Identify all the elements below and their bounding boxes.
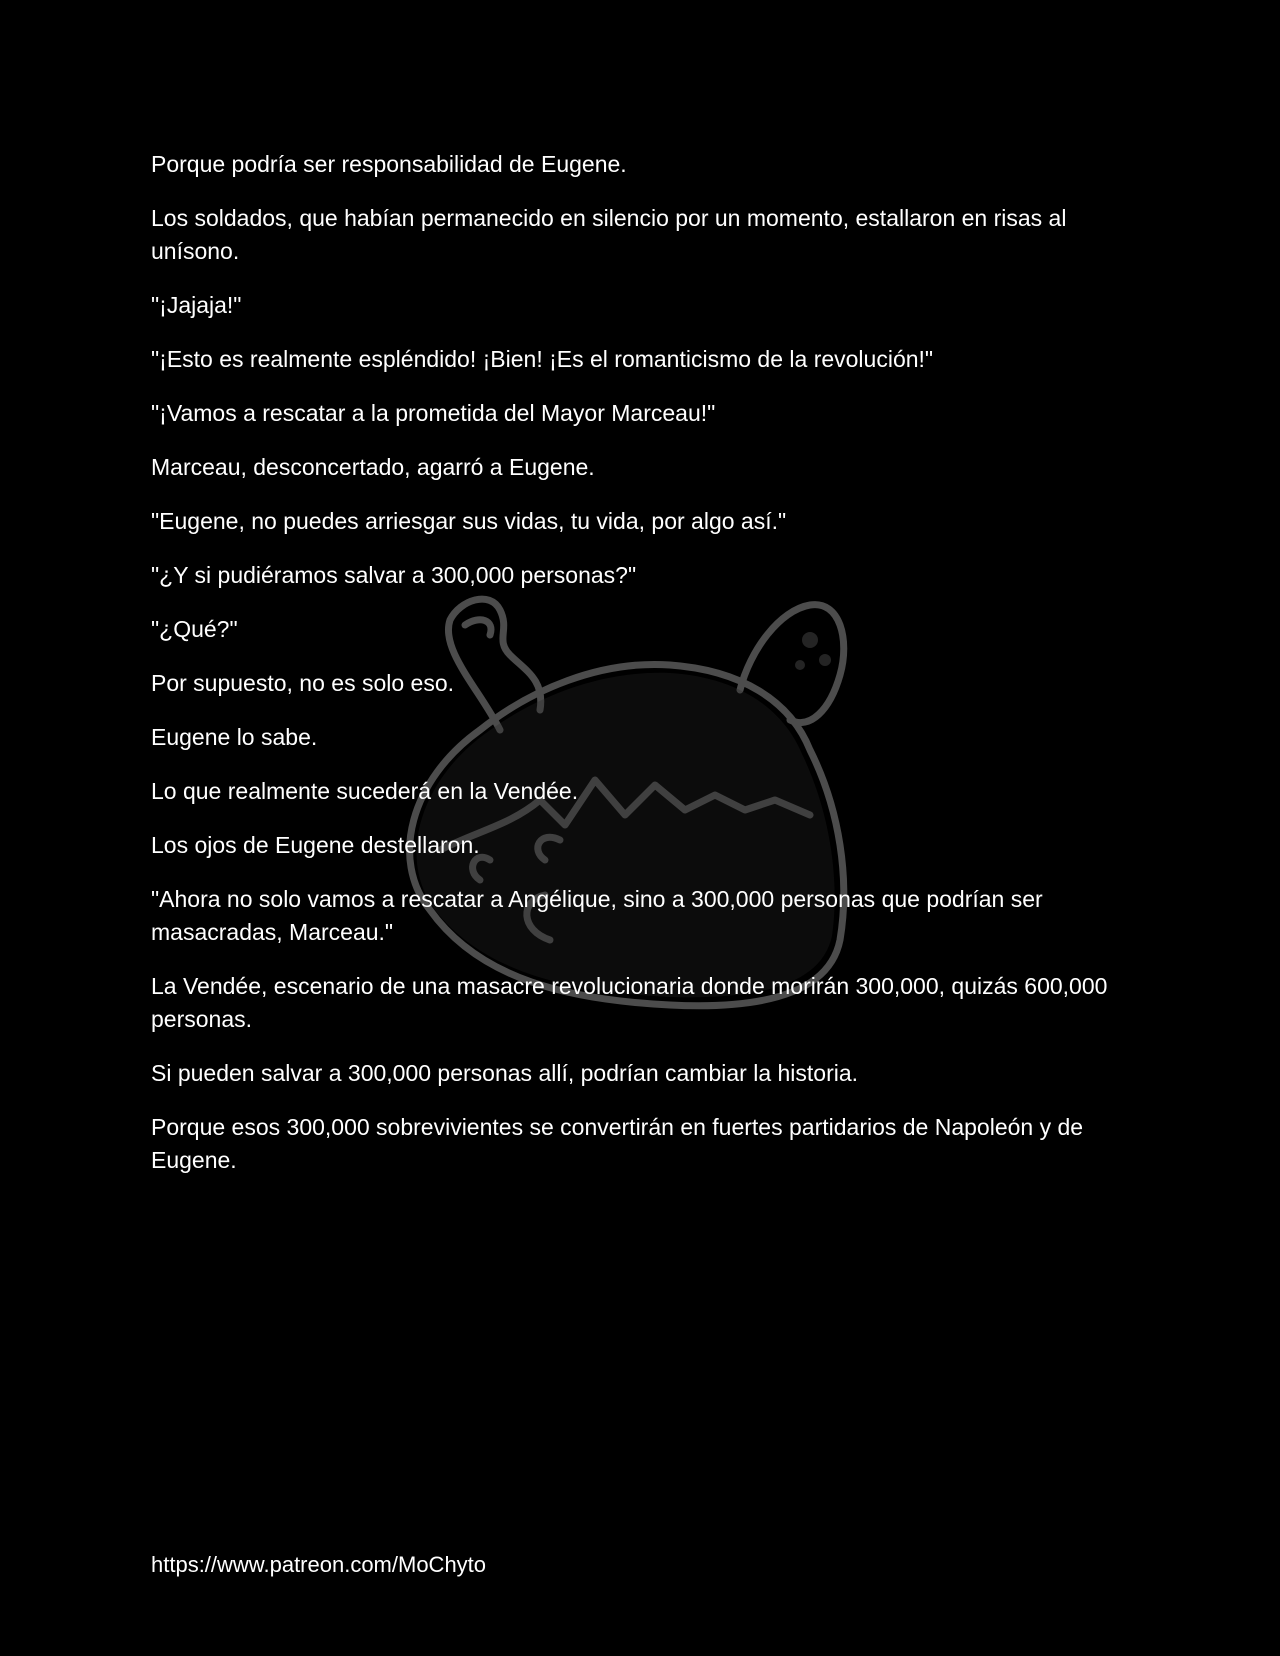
paragraph: Por supuesto, no es solo eso.	[151, 670, 455, 696]
paragraph: Los ojos de Eugene destellaron.	[151, 832, 480, 858]
paragraph: "Eugene, no puedes arriesgar sus vidas, tu vida, por algo así."	[151, 508, 787, 534]
paragraph: Si pueden salvar a 300,000 personas allí, podrían cambiar la historia.	[151, 1060, 859, 1086]
paragraph: Lo que realmente sucederá en la Vendée.	[151, 778, 579, 804]
paragraph: Porque podría ser responsabilidad de Eugene.	[151, 151, 627, 177]
paragraph: La Vendée, escenario de una masacre revolucionaria donde morirán 300,000, quizás 600,000 personas.	[151, 973, 1108, 1032]
patreon-link[interactable]: https://www.patreon.com/MoChyto	[151, 1552, 487, 1577]
paragraph: Los soldados, que habían permanecido en silencio por un momento, estallaron en risas al unísono.	[151, 205, 1067, 264]
paragraph: "¡Vamos a rescatar a la prometida del Mayor Marceau!"	[151, 400, 716, 426]
paragraph: Eugene lo sabe.	[151, 724, 318, 750]
paragraph: Marceau, desconcertado, agarró a Eugene.	[151, 454, 595, 480]
paragraph: "¡Jajaja!"	[151, 292, 242, 318]
paragraph: "¡Esto es realmente espléndido! ¡Bien! ¡Es el romanticismo de la revolución!"	[151, 346, 934, 372]
paragraph: "Ahora no solo vamos a rescatar a Angélique, sino a 300,000 personas que podrían ser masacradas, Marceau."	[151, 886, 1043, 945]
paragraph: "¿Qué?"	[151, 616, 238, 642]
paragraph: "¿Y si pudiéramos salvar a 300,000 personas?"	[151, 562, 637, 588]
paragraph: Porque esos 300,000 sobrevivientes se convertirán en fuertes partidarios de Napoleón y de Eugene.	[151, 1114, 1084, 1173]
document-body	[151, 148, 1136, 1198]
